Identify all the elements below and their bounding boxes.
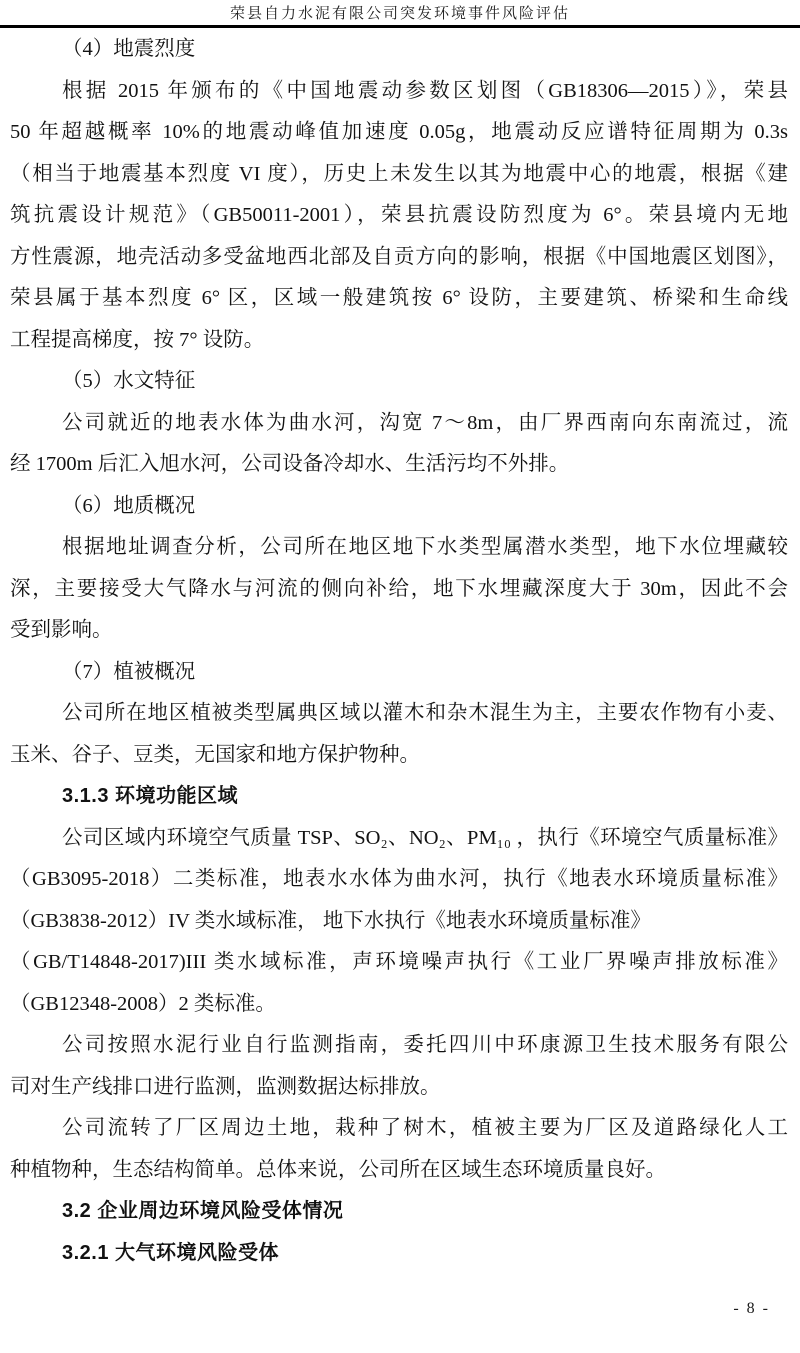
text-line: 筑抗震设计规范》（GB50011-2001），荣县抗震设防烈度为 6°。荣县境内无地	[10, 204, 788, 226]
text-line: 深，主要接受大气降水与河流的侧向补给，地下水埋藏深度大于 30m，因此不会	[10, 577, 788, 600]
text-line: （GB12348-2008）2 类标准。	[10, 992, 276, 1015]
text-line: 公司流转了厂区周边土地，栽种了树木，植被主要为厂区及道路绿化人工	[62, 1117, 788, 1139]
text-line: 司对生产线排口进行监测，监测数据达标排放。	[10, 1075, 441, 1098]
text-line: （5）水文特征	[62, 370, 196, 392]
text-line: 50 年超越概率 10%的地震动峰值加速度 0.05g，地震动反应谱特征周期为 0.3s	[10, 121, 788, 143]
text-line: 玉米、谷子、豆类，无国家和地方保护物种。	[10, 743, 420, 766]
page-number: - 8 -	[733, 1300, 770, 1317]
section-heading: 3.2 企业周边环境风险受体情况	[62, 1200, 344, 1222]
text-line: 受到影响。	[10, 619, 113, 641]
text-line: （GB3838-2012）IV 类水域标准， 地下水执行《地表水环境质量标准》	[10, 909, 651, 932]
text-line: 公司所在地区植被类型属典区域以灌木和杂木混生为主，主要农作物有小麦、	[62, 702, 788, 724]
page-header	[0, 0, 800, 28]
text-line: 种植物种，生态结构简单。总体来说，公司所在区域生态环境质量良好。	[10, 1158, 666, 1181]
text-line: （6）地质概况	[62, 494, 196, 517]
text-line: 公司就近的地表水体为曲水河，沟宽 7～8m，由厂界西南向东南流过，流	[62, 411, 788, 434]
text-line: （7）植被概况	[62, 660, 196, 683]
page-header-title: 荣县自力水泥有限公司突发环境事件风险评估	[229, 6, 570, 22]
text-line: 公司按照水泥行业自行监测指南，委托四川中环康源卫生技术服务有限公	[62, 1034, 788, 1056]
text-line: （GB3095-2018）二类标准，地表水水体为曲水河，执行《地表水环境质量标准》	[10, 868, 788, 890]
document-body	[0, 28, 800, 1274]
text-line: 经 1700m 后汇入旭水河，公司设备冷却水、生活污均不外排。	[10, 453, 570, 475]
text-line: 根据地址调查分析，公司所在地区地下水类型属潜水类型，地下水位埋藏较	[62, 536, 788, 558]
text-line: 根据 2015 年颁布的《中国地震动参数区划图（GB18306—2015）》，荣县	[62, 79, 788, 102]
section-heading: 3.2.1 大气环境风险受体	[62, 1241, 280, 1264]
text-line: （GB/T14848-2017)III 类水域标准，声环境噪声执行《工业厂界噪声排放标准》	[10, 951, 788, 973]
text-line: 方性震源，地壳活动多受盆地西北部及自贡方向的影响，根据《中国地震区划图》，	[10, 245, 788, 268]
text-line: 荣县属于基本烈度 6° 区，区域一般建筑按 6° 设防，主要建筑、桥梁和生命线	[10, 287, 788, 309]
text-line: （4）地震烈度	[62, 38, 196, 60]
text-line: 公司区域内环境空气质量 TSP、SO₂、NO₂、PM₁₀ ，执行《环境空气质量标准》	[62, 826, 788, 849]
section-heading: 3.1.3 环境功能区域	[62, 785, 239, 807]
text-line: 工程提高梯度，按 7° 设防。	[10, 328, 265, 351]
text-line: （相当于地震基本烈度 VI 度），历史上未发生以其为地震中心的地震，根据《建	[10, 162, 788, 185]
